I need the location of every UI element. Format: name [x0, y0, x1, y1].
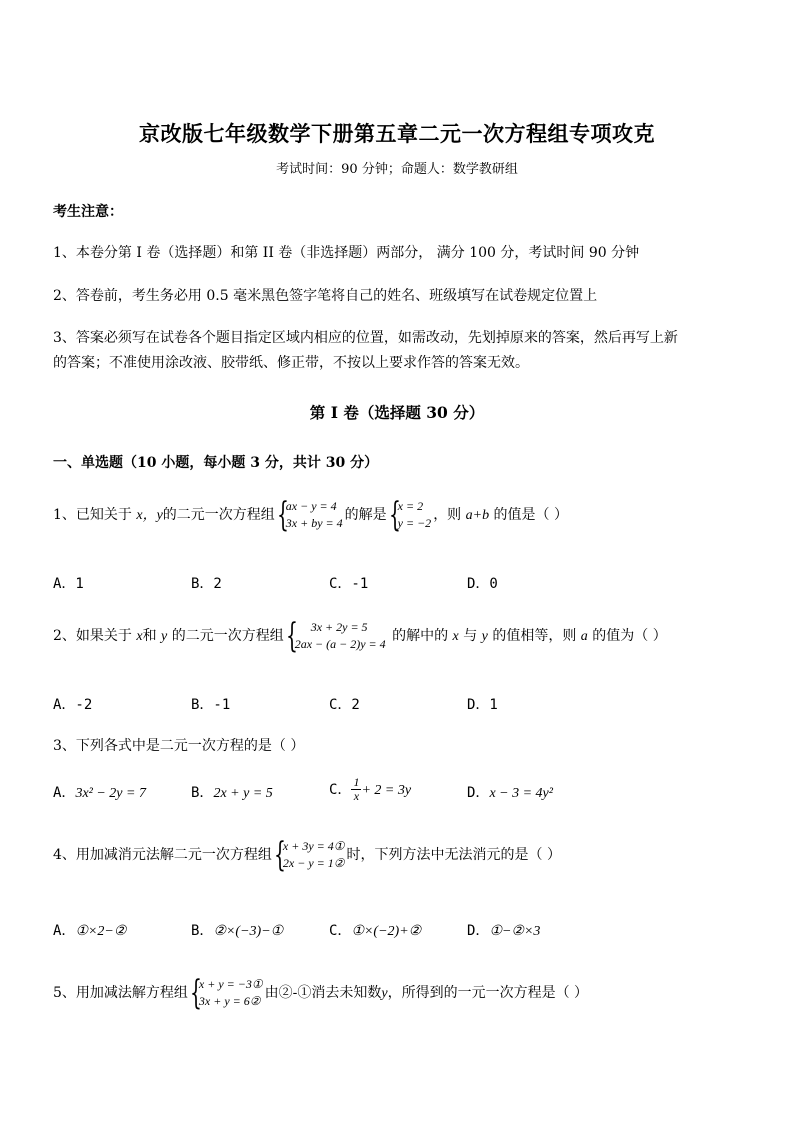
q3-option-b-expr: 2x + y = 5 [213, 786, 273, 801]
fraction-denominator: x [353, 789, 360, 803]
q4-system: { x + 3y = 4① 2x − y = 1② [273, 835, 345, 875]
q2-post3: 的值相等，则 [487, 628, 581, 644]
q1-option-a[interactable]: A．1 [53, 576, 84, 592]
q3-option-a-letter: A． [53, 785, 76, 801]
q3-option-d-expr: x − 3 = 4y² [489, 786, 553, 801]
q3-option-c[interactable] [329, 776, 411, 803]
q3-option-d[interactable] [467, 782, 553, 802]
q2-var-y2: y [481, 629, 488, 644]
q4-option-a[interactable] [53, 920, 126, 940]
q3-option-d-letter: D． [467, 785, 490, 801]
q1-ab: a+b [465, 508, 490, 523]
fraction-numerator: 1 [353, 775, 360, 789]
exam-info: 考试时间：90 分钟；命题人：数学教研组 [276, 162, 518, 177]
q4-pre: 4、用加减消元法解二元一次方程组 [53, 847, 272, 863]
q2-option-c[interactable]: C．2 [329, 697, 360, 713]
q1-system: { ax − y = 4 3x + by = 4 [276, 495, 343, 535]
section-title: 第 I 卷（选择题 30 分） [309, 403, 485, 422]
q1-sol-1: x = 2 [397, 499, 424, 513]
q4-option-d[interactable] [467, 920, 540, 940]
q2-eq-1: 3x + 2y = 5 [310, 620, 368, 634]
question-4 [53, 835, 561, 875]
q3-option-b-letter: B． [191, 785, 214, 801]
q5-post: ，所得到的一元一次方程是（ ） [387, 985, 589, 1001]
part-heading: 一、单选题（10 小题，每小题 3 分，共计 30 分） [53, 455, 379, 471]
q1-sol-2: y = −2 [397, 516, 432, 530]
note-item-3-cont: 的答案；不准使用涂改液、胶带纸、修正带，不按以上要求作答的答案无效。 [53, 355, 529, 371]
q1-post1: ，则 [433, 507, 466, 523]
page-title: 京改版七年级数学下册第五章二元一次方程组专项攻克 [139, 121, 655, 146]
q1-solution: { x = 2 y = −2 [388, 495, 432, 535]
q2-system: { 3x + 2y = 5 2ax − (a − 2)y = 4 [285, 616, 386, 656]
q5-eq-2: 3x + y = 6② [198, 994, 261, 1008]
q2-pre: 2、如果关于 [53, 628, 137, 644]
q5-mid: 由②-①消去未知数 [264, 985, 382, 1001]
q1-option-c[interactable]: C．-1 [329, 576, 369, 592]
q2-post1: 的解中的 [387, 628, 453, 644]
q2-var-x: x [136, 629, 143, 644]
q4-option-a-expr: ①×2−② [75, 924, 127, 939]
q4-option-c-letter: C． [329, 923, 352, 939]
q2-eq-2: 2ax − (a − 2)y = 4 [294, 637, 386, 651]
q3-option-a-expr: 3x² − 2y = 7 [75, 786, 146, 801]
q4-post: 时，下列方法中无法消元的是（ ） [346, 847, 561, 863]
q4-option-d-letter: D． [467, 923, 490, 939]
q2-var-a: a [580, 629, 588, 644]
q1-vars: x，y [136, 508, 163, 523]
q4-option-b-letter: B． [191, 923, 214, 939]
note-item-1: 1、本卷分第 I 卷（选择题）和第 II 卷（非选择题）两部分， 满分 100 分，考试时间 90 分钟 [53, 245, 640, 261]
q1-mid2: 的解是 [344, 507, 387, 523]
q4-option-c[interactable] [329, 920, 421, 940]
note-item-2: 2、答卷前，考生务必用 0.5 毫米黑色签字笔将自己的姓名、班级填写在试卷规定位置上 [53, 288, 598, 304]
q3-option-c-letter: C． [329, 782, 352, 798]
q4-option-b-expr: ②×(−3)−① [213, 924, 284, 939]
q1-option-d[interactable]: D．0 [467, 576, 498, 592]
q2-post4: 的值为（ ） [587, 628, 667, 644]
q1-pre: 1、已知关于 [53, 507, 137, 523]
q4-option-a-letter: A． [53, 923, 76, 939]
q2-mid: 的二元一次方程组 [167, 628, 284, 644]
q2-option-a[interactable]: A．-2 [53, 697, 93, 713]
q5-var-y: y [381, 986, 388, 1001]
q3-option-a[interactable] [53, 782, 146, 802]
notes-heading: 考生注意： [53, 204, 123, 220]
q1-mid: 的二元一次方程组 [162, 507, 275, 523]
q2-option-b[interactable]: B．-1 [191, 697, 231, 713]
q2-var-x2: x [452, 629, 459, 644]
q4-option-b[interactable] [191, 920, 283, 940]
q1-option-b[interactable]: B．2 [191, 576, 222, 592]
q2-var-y: y [161, 629, 168, 644]
question-3: 3、下列各式中是二元一次方程的是（ ） [53, 738, 305, 754]
q3-option-b[interactable] [191, 782, 273, 802]
q1-eq-1: ax − y = 4 [285, 499, 337, 513]
question-2 [53, 616, 667, 656]
q4-eq-2: 2x − y = 1② [282, 856, 345, 870]
note-item-3: 3、答案必须写在试卷各个题目指定区域内相应的位置，如需改动，先划掉原来的答案，然后再写上新 [53, 330, 678, 346]
q5-eq-1: x + y = −3① [198, 977, 263, 991]
q4-eq-1: x + 3y = 4① [282, 839, 345, 853]
q3-option-c-expr: + 2 = 3y [361, 783, 412, 798]
q3-option-c-fraction [351, 776, 361, 803]
q2-and: 和 [142, 628, 162, 644]
question-5 [53, 973, 589, 1013]
q5-system: { x + y = −3① 3x + y = 6② [189, 973, 263, 1013]
question-1 [53, 495, 568, 535]
q2-option-d[interactable]: D．1 [467, 697, 498, 713]
q1-eq-2: 3x + by = 4 [285, 516, 343, 530]
q2-post2: 与 [458, 628, 482, 644]
q4-option-d-expr: ①−②×3 [489, 924, 541, 939]
q1-post2: 的值是（ ） [489, 507, 568, 523]
q5-pre: 5、用加减法解方程组 [53, 985, 188, 1001]
q4-option-c-expr: ①×(−2)+② [351, 924, 422, 939]
